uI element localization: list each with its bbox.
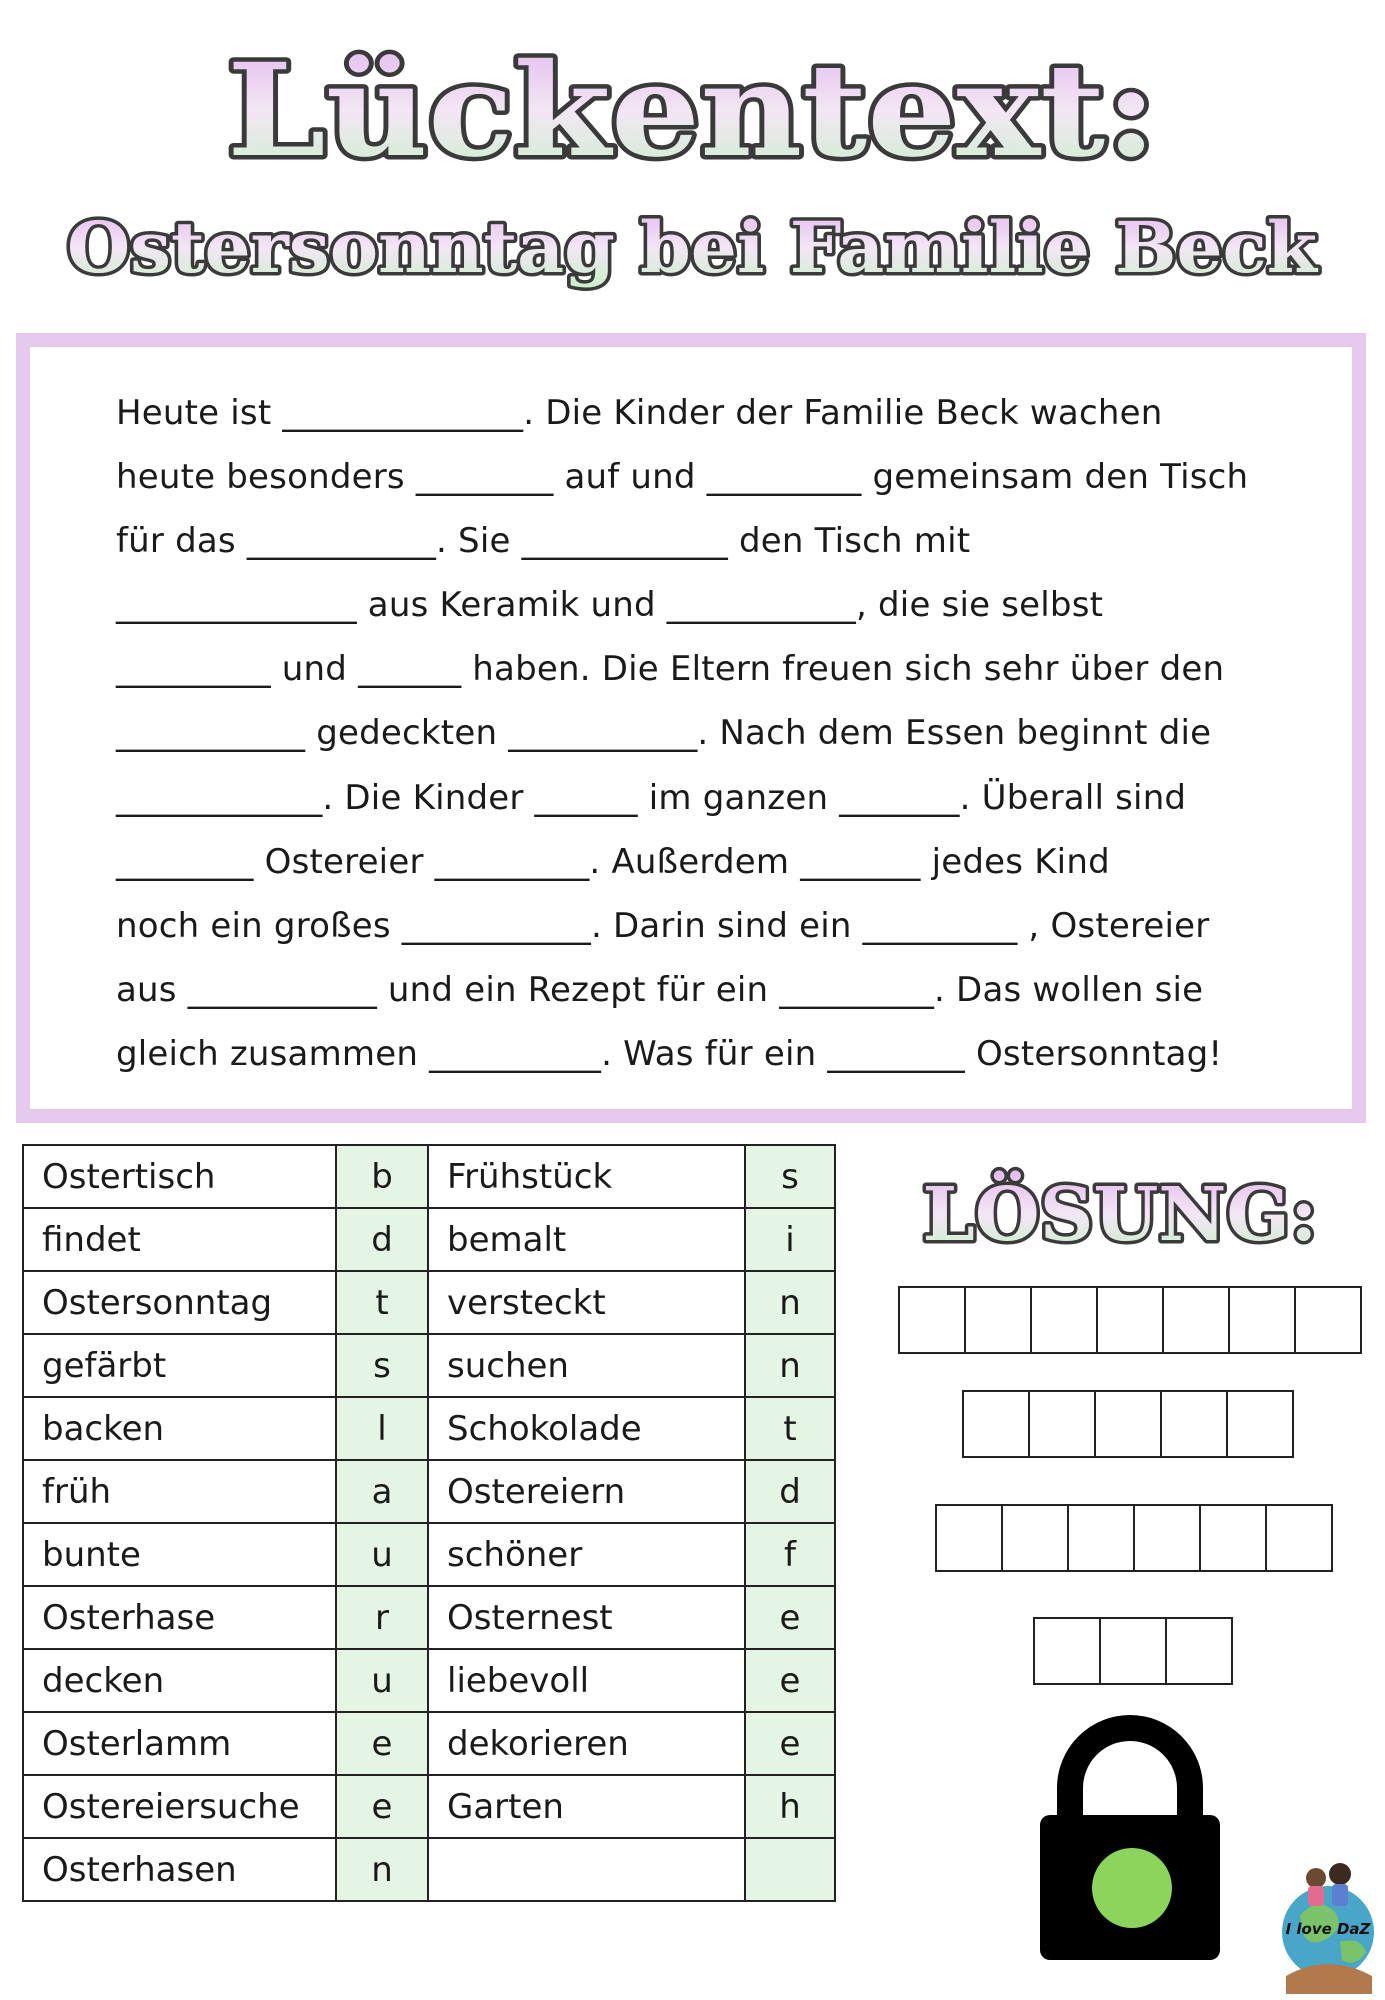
solution-letter-box[interactable] [900, 1286, 966, 1354]
solution-letter-box[interactable] [1167, 1617, 1233, 1685]
table-row [23, 1775, 835, 1838]
word-cell: Frühstück [428, 1145, 745, 1208]
solution-letter-box[interactable] [1135, 1504, 1201, 1572]
word-cell: liebevoll [428, 1649, 745, 1712]
word-cell: früh [23, 1460, 336, 1523]
letter-cell: e [745, 1586, 835, 1649]
letter-cell [745, 1838, 835, 1901]
solution-word-2 [962, 1390, 1294, 1458]
solution-letter-box[interactable] [1162, 1390, 1228, 1458]
solution-title-area [900, 1160, 1340, 1270]
word-cell: backen [23, 1397, 336, 1460]
logo-text: I love DaZ [1285, 1920, 1371, 1938]
solution-letter-box[interactable] [1296, 1286, 1362, 1354]
letter-cell: n [336, 1838, 428, 1901]
word-cell: Osterlamm [23, 1712, 336, 1775]
letter-cell: e [336, 1712, 428, 1775]
letter-cell: n [745, 1334, 835, 1397]
solution-letter-box[interactable] [1030, 1390, 1096, 1458]
letter-cell: l [336, 1397, 428, 1460]
word-cell: dekorieren [428, 1712, 745, 1775]
table-row [23, 1586, 835, 1649]
letter-cell: e [336, 1775, 428, 1838]
table-row [23, 1271, 835, 1334]
solution-letter-box[interactable] [1096, 1390, 1162, 1458]
word-cell: Garten [428, 1775, 745, 1838]
solution-letter-box[interactable] [937, 1504, 1003, 1572]
word-cell: versteckt [428, 1271, 745, 1334]
table-row [23, 1649, 835, 1712]
table-row [23, 1460, 835, 1523]
letter-cell: d [336, 1208, 428, 1271]
cloze-line: ______________ aus Keramik und ___________, die sie selbst [116, 585, 1104, 625]
solution-letter-box[interactable] [1228, 1390, 1294, 1458]
letter-cell: t [745, 1397, 835, 1460]
word-cell: Osterhase [23, 1586, 336, 1649]
letter-cell: e [745, 1649, 835, 1712]
letter-cell: t [336, 1271, 428, 1334]
word-cell: suchen [428, 1334, 745, 1397]
letter-cell: n [745, 1271, 835, 1334]
solution-word-4 [1033, 1617, 1233, 1685]
table-row [23, 1334, 835, 1397]
letter-cell: f [745, 1523, 835, 1586]
cloze-line: ___________ gedeckten ___________. Nach dem Essen beginnt die [116, 713, 1212, 753]
cloze-line: noch ein großes ___________. Darin sind ein _________ , Ostereier [116, 906, 1210, 946]
solution-letter-box[interactable] [1101, 1617, 1167, 1685]
solution-letter-box[interactable] [1164, 1286, 1230, 1354]
solution-letter-box[interactable] [1201, 1504, 1267, 1572]
word-cell: Ostersonntag [23, 1271, 336, 1334]
cloze-text-box [16, 333, 1366, 1123]
solution-letter-box[interactable] [1098, 1286, 1164, 1354]
word-cell: gefärbt [23, 1334, 336, 1397]
solution-letter-box[interactable] [966, 1286, 1032, 1354]
logo [1276, 1856, 1380, 1996]
letter-cell: u [336, 1523, 428, 1586]
cloze-line: Heute ist ______________. Die Kinder der Familie Beck wachen [116, 393, 1163, 433]
word-cell: findet [23, 1208, 336, 1271]
word-cell: schöner [428, 1523, 745, 1586]
letter-cell: a [336, 1460, 428, 1523]
letter-cell: s [336, 1334, 428, 1397]
word-cell: Ostereiern [428, 1460, 745, 1523]
letter-cell: r [336, 1586, 428, 1649]
word-cell: Schokolade [428, 1397, 745, 1460]
word-cell: Osternest [428, 1586, 745, 1649]
solution-letter-box[interactable] [1230, 1286, 1296, 1354]
cloze-line: _________ und ______ haben. Die Eltern freuen sich sehr über den [116, 649, 1225, 689]
solution-word-3 [935, 1504, 1333, 1572]
solution-letter-box[interactable] [1069, 1504, 1135, 1572]
table-row [23, 1838, 835, 1901]
word-cell: decken [23, 1649, 336, 1712]
cloze-line: ____________. Die Kinder ______ im ganzen _______. Überall sind [116, 778, 1187, 818]
word-cell: Osterhasen [23, 1838, 336, 1901]
table-row [23, 1397, 835, 1460]
table-row [23, 1712, 835, 1775]
solution-letter-box[interactable] [964, 1390, 1030, 1458]
solution-letter-box[interactable] [1003, 1504, 1069, 1572]
table-row [23, 1208, 835, 1271]
letter-cell: e [745, 1712, 835, 1775]
letter-cell: i [745, 1208, 835, 1271]
word-cell [428, 1838, 745, 1901]
letter-cell: b [336, 1145, 428, 1208]
letter-cell: d [745, 1460, 835, 1523]
solution-letter-box[interactable] [1267, 1504, 1333, 1572]
cloze-line: gleich zusammen __________. Was für ein ________ Ostersonntag! [116, 1034, 1223, 1074]
table-row [23, 1523, 835, 1586]
word-cell: Ostertisch [23, 1145, 336, 1208]
cloze-line: aus ___________ und ein Rezept für ein _________. Das wollen sie [116, 970, 1204, 1010]
word-cell: bemalt [428, 1208, 745, 1271]
table-row [23, 1145, 835, 1208]
letter-cell: u [336, 1649, 428, 1712]
word-cell: bunte [23, 1523, 336, 1586]
cloze-line: heute besonders ________ auf und _________ gemeinsam den Tisch [116, 457, 1249, 497]
solution-word-1 [898, 1286, 1362, 1354]
letter-cell: h [745, 1775, 835, 1838]
word-bank-table [22, 1144, 836, 1902]
page-subtitle: Ostersonntag bei Familie Beck [67, 206, 1319, 289]
solution-letter-box[interactable] [1032, 1286, 1098, 1354]
page-title: Lückentext: [227, 36, 1157, 186]
solution-letter-box[interactable] [1035, 1617, 1101, 1685]
solution-title: LÖSUNG: [922, 1172, 1316, 1258]
cloze-line: ________ Ostereier _________. Außerdem _______ jedes Kind [116, 842, 1110, 882]
title-area [0, 0, 1385, 330]
padlock-icon [1040, 1710, 1220, 1960]
cloze-line: für das ___________. Sie ____________ den Tisch mit [116, 521, 971, 561]
letter-cell: s [745, 1145, 835, 1208]
word-cell: Ostereiersuche [23, 1775, 336, 1838]
